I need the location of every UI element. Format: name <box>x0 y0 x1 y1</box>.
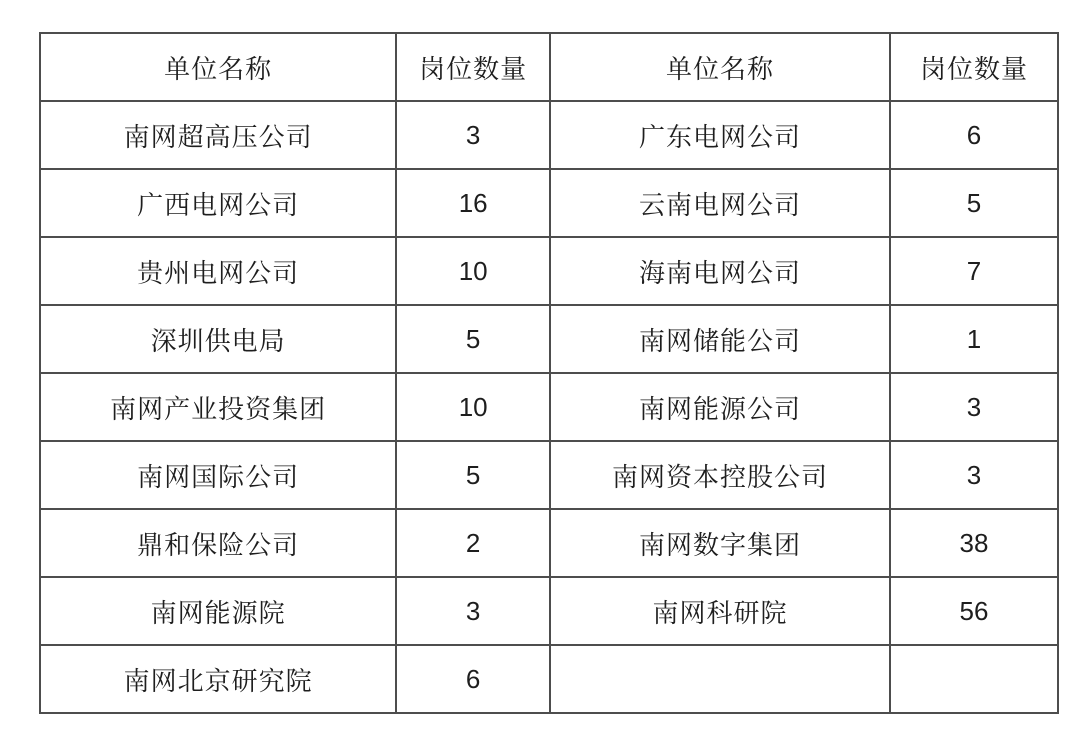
table-row <box>40 645 1058 713</box>
unit-name-cell: 贵州电网公司 <box>40 237 396 305</box>
position-count-cell: 10 <box>396 237 550 305</box>
unit-name-cell: 南网国际公司 <box>40 441 396 509</box>
position-count-cell: 56 <box>890 577 1058 645</box>
unit-name-cell: 南网北京研究院 <box>40 645 396 713</box>
position-count-cell: 3 <box>890 441 1058 509</box>
header-unit-name-left: 单位名称 <box>40 33 396 101</box>
table-row <box>40 237 1058 305</box>
table-header-row <box>40 33 1058 101</box>
header-position-count-left: 岗位数量 <box>396 33 550 101</box>
position-count-cell: 6 <box>396 645 550 713</box>
table-row <box>40 169 1058 237</box>
header-position-count-right: 岗位数量 <box>890 33 1058 101</box>
unit-name-cell: 南网储能公司 <box>550 305 890 373</box>
unit-name-cell: 广东电网公司 <box>550 101 890 169</box>
position-count-cell-empty <box>890 645 1058 713</box>
table-row <box>40 509 1058 577</box>
position-count-cell: 3 <box>890 373 1058 441</box>
table-row <box>40 373 1058 441</box>
unit-name-cell: 鼎和保险公司 <box>40 509 396 577</box>
unit-name-cell: 南网超高压公司 <box>40 101 396 169</box>
unit-name-cell: 云南电网公司 <box>550 169 890 237</box>
unit-name-cell: 南网能源院 <box>40 577 396 645</box>
position-count-cell: 38 <box>890 509 1058 577</box>
position-count-cell: 6 <box>890 101 1058 169</box>
table-row <box>40 577 1058 645</box>
table-row <box>40 101 1058 169</box>
unit-name-cell: 南网产业投资集团 <box>40 373 396 441</box>
unit-name-cell: 南网资本控股公司 <box>550 441 890 509</box>
header-unit-name-right: 单位名称 <box>550 33 890 101</box>
position-count-cell: 3 <box>396 101 550 169</box>
unit-name-cell: 南网数字集团 <box>550 509 890 577</box>
unit-name-cell: 南网科研院 <box>550 577 890 645</box>
unit-name-cell-empty <box>550 645 890 713</box>
unit-name-cell: 深圳供电局 <box>40 305 396 373</box>
unit-name-cell: 海南电网公司 <box>550 237 890 305</box>
position-count-cell: 10 <box>396 373 550 441</box>
position-count-cell: 3 <box>396 577 550 645</box>
unit-position-table <box>39 32 1059 714</box>
position-count-cell: 5 <box>890 169 1058 237</box>
position-count-cell: 1 <box>890 305 1058 373</box>
position-count-cell: 16 <box>396 169 550 237</box>
position-count-cell: 5 <box>396 441 550 509</box>
position-count-cell: 5 <box>396 305 550 373</box>
table-row <box>40 305 1058 373</box>
position-count-cell: 7 <box>890 237 1058 305</box>
position-count-cell: 2 <box>396 509 550 577</box>
table-row <box>40 441 1058 509</box>
unit-name-cell: 南网能源公司 <box>550 373 890 441</box>
unit-name-cell: 广西电网公司 <box>40 169 396 237</box>
